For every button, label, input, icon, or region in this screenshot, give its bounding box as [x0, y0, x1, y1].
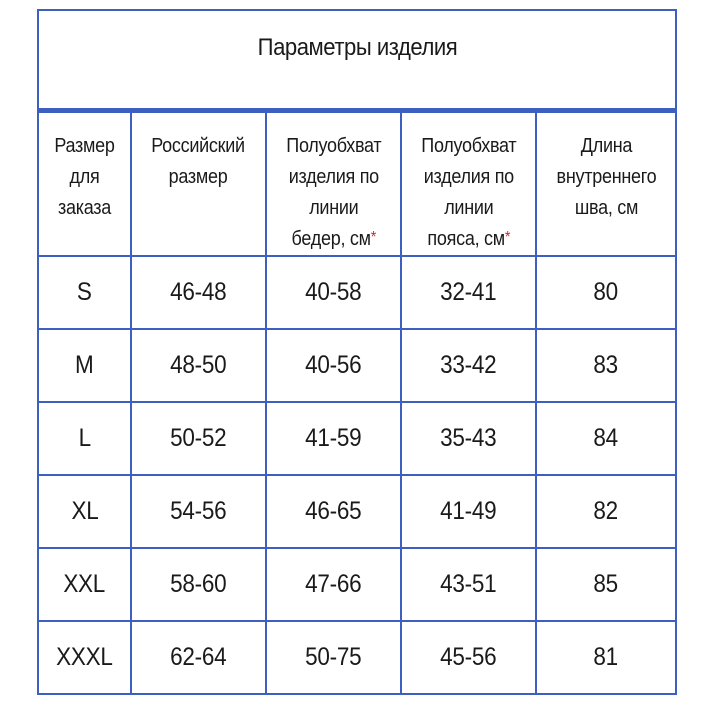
title-row: [39, 11, 675, 111]
waist-cell: 43-51: [401, 548, 536, 621]
header-waist-half-girth: Полуобхват изделия по линии пояса, см*: [401, 112, 536, 256]
waist-cell: 33-42: [401, 329, 536, 402]
inseam-cell: 82: [536, 475, 675, 548]
size-table: [39, 111, 675, 693]
size-cell: S: [39, 256, 131, 329]
inseam-cell: 83: [536, 329, 675, 402]
asterisk-mark: *: [370, 229, 376, 246]
hip-cell: 47-66: [266, 548, 401, 621]
hip-cell: 40-58: [266, 256, 401, 329]
russian-size-cell: 54-56: [131, 475, 266, 548]
waist-cell: 35-43: [401, 402, 536, 475]
hip-cell: 41-59: [266, 402, 401, 475]
russian-size-cell: 62-64: [131, 621, 266, 693]
hip-cell: 40-56: [266, 329, 401, 402]
table-row: [39, 256, 675, 329]
table-row: [39, 475, 675, 548]
table-row: [39, 402, 675, 475]
waist-cell: 45-56: [401, 621, 536, 693]
header-inseam-length: Длина внутреннего шва, см: [536, 112, 675, 256]
header-row: [39, 112, 675, 256]
waist-cell: 41-49: [401, 475, 536, 548]
asterisk-mark: *: [504, 229, 510, 246]
size-cell: M: [39, 329, 131, 402]
hip-cell: 46-65: [266, 475, 401, 548]
inseam-cell: 85: [536, 548, 675, 621]
inseam-cell: 80: [536, 256, 675, 329]
size-cell: XXXL: [39, 621, 131, 693]
size-cell: XXL: [39, 548, 131, 621]
table-row: [39, 621, 675, 693]
russian-size-cell: 58-60: [131, 548, 266, 621]
russian-size-cell: 48-50: [131, 329, 266, 402]
waist-cell: 32-41: [401, 256, 536, 329]
size-chart-frame: [37, 9, 677, 695]
size-cell: XL: [39, 475, 131, 548]
table-row: [39, 548, 675, 621]
header-hip-half-girth: Полуобхват изделия по линии бедер, см*: [266, 112, 401, 256]
inseam-cell: 84: [536, 402, 675, 475]
inseam-cell: 81: [536, 621, 675, 693]
header-order-size: Размер для заказа: [39, 112, 131, 256]
chart-title: Параметры изделия: [257, 33, 457, 61]
russian-size-cell: 50-52: [131, 402, 266, 475]
hip-cell: 50-75: [266, 621, 401, 693]
table-row: [39, 329, 675, 402]
russian-size-cell: 46-48: [131, 256, 266, 329]
header-russian-size: Российский размер: [131, 112, 266, 256]
size-cell: L: [39, 402, 131, 475]
